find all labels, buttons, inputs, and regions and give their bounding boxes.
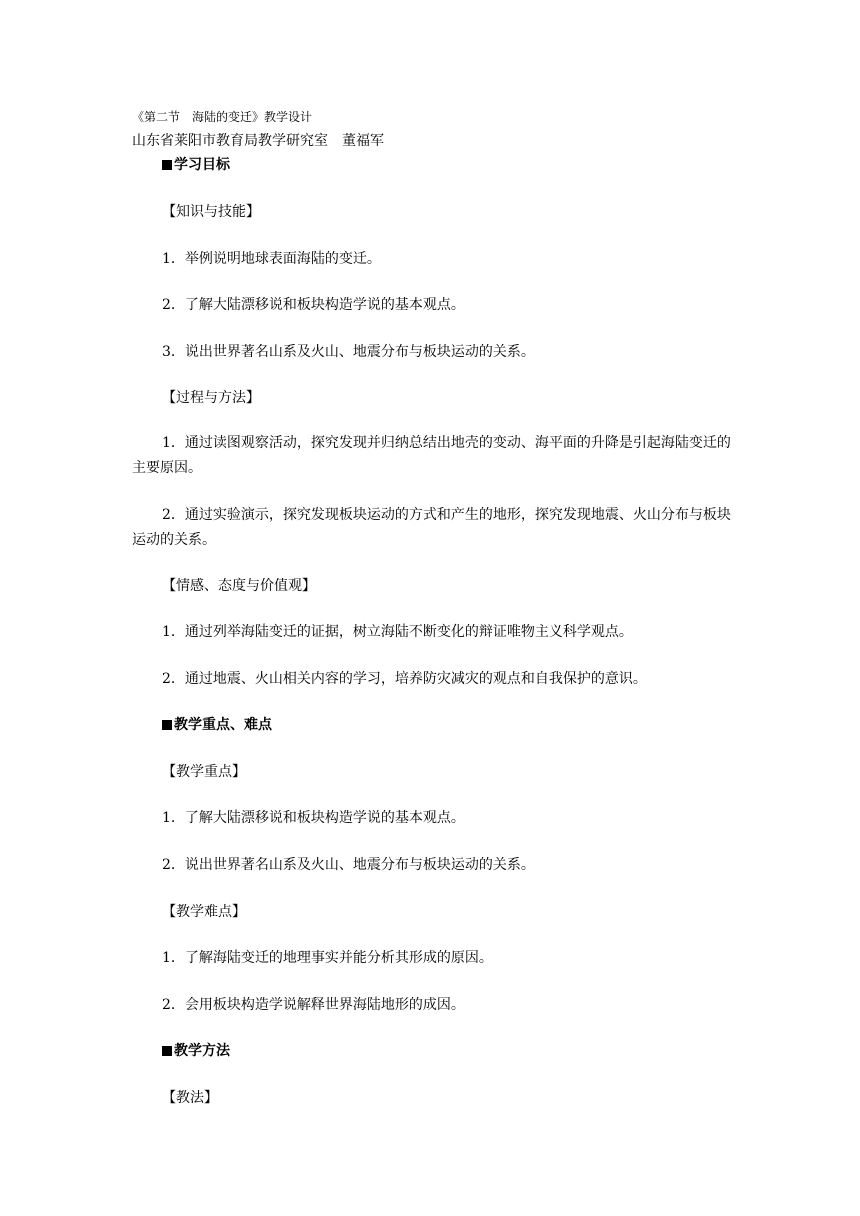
list-item: 1．了解大陆漂移说和板块构造学说的基本观点。: [162, 810, 465, 826]
list-item: 2．通过地震、火山相关内容的学习，培养防灾减灾的观点和自我保护的意识。: [162, 671, 647, 687]
subsection-label-teaching-method: 【教法】: [162, 1090, 218, 1106]
subsection-label-focus: 【教学重点】: [162, 764, 246, 780]
list-item: 2．会用板块构造学说解释世界海陆地形的成因。: [162, 997, 465, 1013]
document-author: 山东省莱阳市教育局教学研究室 董福军: [132, 133, 384, 149]
list-item: 1．举例说明地球表面海陆的变迁。: [162, 251, 381, 267]
list-item: 2．说出世界著名山系及火山、地震分布与板块运动的关系。: [162, 857, 535, 873]
list-item: 1．通过列举海陆变迁的证据，树立海陆不断变化的辩证唯物主义科学观点。: [162, 624, 633, 640]
list-item: 1．了解海陆变迁的地理事实并能分析其形成的原因。: [162, 950, 493, 966]
list-item: 3．说出世界著名山系及火山、地震分布与板块运动的关系。: [162, 344, 535, 360]
section-heading-learning-goals: 学习目标: [162, 157, 230, 173]
list-item: 2．通过实验演示，探究发现板块运动的方式和产生的地形，探究发现地震、火山分布与板块运动的关系。: [132, 507, 731, 548]
list-item: 2．了解大陆漂移说和板块构造学说的基本观点。: [162, 297, 465, 313]
subsection-label-difficulty: 【教学难点】: [162, 904, 246, 920]
section-heading-key-points: 教学重点、难点: [162, 717, 272, 733]
square-bullet-icon: [162, 160, 172, 170]
list-item: 1．通过读图观察活动，探究发现并归纳总结出地壳的变动、海平面的升降是引起海陆变迁的主要原因。: [132, 435, 731, 476]
subsection-label-process: 【过程与方法】: [162, 390, 260, 406]
subsection-label-values: 【情感、态度与价值观】: [162, 578, 316, 594]
document-title: 《第二节 海陆的变迁》教学设计: [132, 110, 313, 124]
square-bullet-icon: [162, 720, 172, 730]
square-bullet-icon: [162, 1046, 172, 1056]
subsection-label-knowledge: 【知识与技能】: [162, 204, 260, 220]
section-heading-methods: 教学方法: [162, 1043, 230, 1059]
